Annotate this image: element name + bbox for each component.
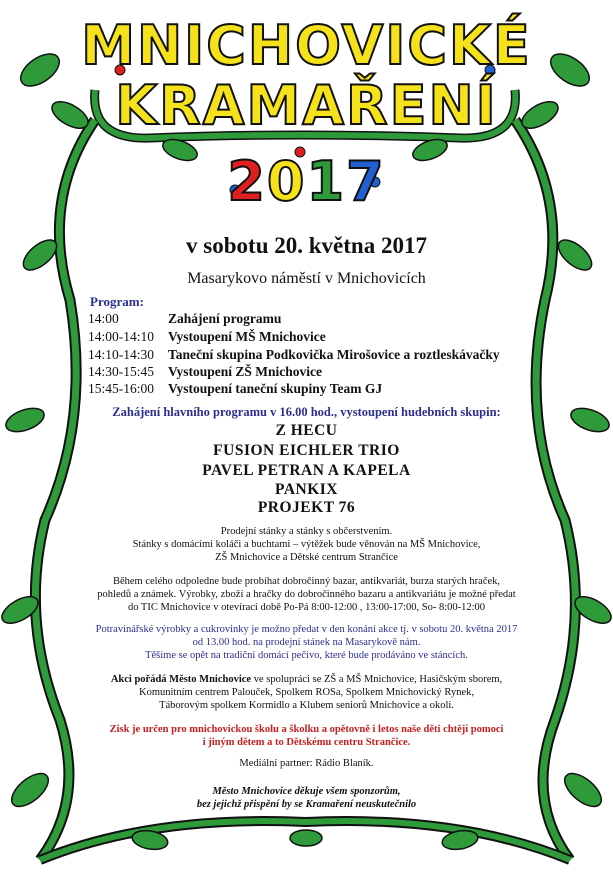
event-title-line1: MNICHOVICKÉ <box>81 14 532 77</box>
year-digit: 7 <box>346 150 386 213</box>
main-program-intro: Zahájení hlavního programu v 16.00 hod., vystoupení hudebních skupin: <box>112 405 501 419</box>
media-partner: Mediální partner: Rádio Blaník. <box>239 758 374 769</box>
program-row: 15:45-16:00 Vystoupení taneční skupiny Team GJ <box>88 381 383 396</box>
profit-text: Zisk je určen pro mnichovickou školu a školku a opětovně i letos naše děti chtějí pomoci i jiným dětem a to Dětskému centru Strančice. <box>109 724 504 748</box>
program-row: 14:10-14:30 Taneční skupina Podkovička Mirošovice a roztleskávačky <box>88 347 500 362</box>
event-title-line2: KRAMAŘENÍ <box>115 74 498 137</box>
year-digit: 1 <box>306 150 347 213</box>
band-name: PROJEKT 76 <box>257 499 356 516</box>
organizer-text: Akci pořádá Město Mnichovice ve spolupráci se ZŠ a MŠ Mnichovice, Hasičským sborem, Komunitním centrem Palouček, Spolkem ROSa, Spolkem Mnichovický Rynek, Táborovým spolkem Kormidlo a Klubem seniorů Mnichovice a okolí. <box>110 674 503 711</box>
food-text: Potravinářské výrobky a cukrovinky je možno předat v den konání akce tj. v sobotu 20. května 2017 od 13.00 hod. na prodejní stánek na Masarykově nám. Těšíme se opět na tradiční domácí pečivo, které bude prodáváno ve stáncích. <box>95 624 518 661</box>
band-name: PANKIX <box>275 481 338 498</box>
program-row: 14:00 Zahájení programu <box>88 311 282 326</box>
event-date: v sobotu 20. května 2017 <box>186 233 427 258</box>
program-label: Program: <box>90 294 144 309</box>
program-row: 14:30-15:45 Vystoupení ZŠ Mnichovice <box>88 364 323 379</box>
thanks-text: Město Mnichovice děkuje všem sponzorům, bez jejichž přispění by se Kramaření neuskutečnilo <box>196 786 417 810</box>
program-row: 14:00-14:10 Vystoupení MŠ Mnichovice <box>88 329 326 344</box>
event-place: Masarykovo náměstí v Mnichovicích <box>187 270 426 287</box>
year-digit: 0 <box>266 150 307 213</box>
band-name: FUSION EICHLER TRIO <box>213 442 400 459</box>
event-year <box>0 150 613 213</box>
band-name: PAVEL PETRAN A KAPELA <box>202 462 411 479</box>
bazaar-text: Během celého odpoledne bude probíhat dobročinný bazar, antikvariát, burza starých hraček, pohledů a známek. Výrobky, zboží a hračky do dobročinného bazaru a antikvariátu je možné předat do TIC Mnichovice v otevírací době Po-Pá 8:00-12:00 , 13:00-17:00, So- 8:00-12:00 <box>97 576 516 613</box>
stalls-text: Prodejní stánky a stánky s občerstvením. Stánky s domácími koláči a buchtami – výtěžek bude věnován na MŠ Mnichovice, ZŠ Mnichovice a Dětské centrum Strančice <box>132 526 481 563</box>
year-digit: 2 <box>227 150 267 213</box>
band-name: Z HECU <box>275 422 338 439</box>
